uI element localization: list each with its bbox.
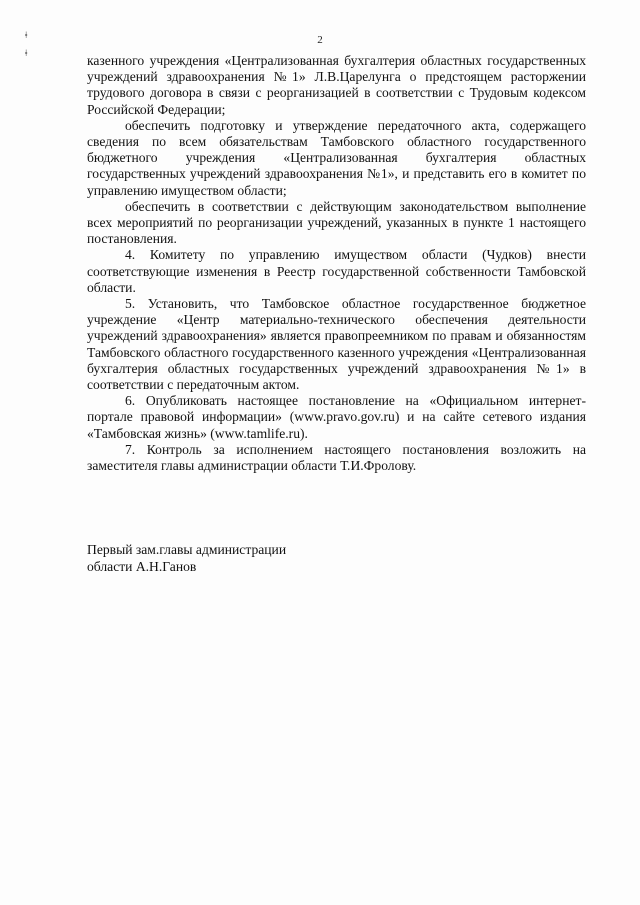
paragraph-reorganization-measures: обеспечить в соответствии с действующим законодательством выполнение всех мероприятий по реорганизации учреждений, указанных в пункте 1 настоящего постановления. (87, 198, 586, 247)
paragraph-item-5: 5. Установить, что Тамбовское областное государственное бюджетное учреждение «Центр материально-технического обеспечения деятельности учреждений здравоохранения» является правопреемником по правам и обязанностям Тамбовского областного государственного казенного учреждения «Централизованная бухгалтерия областных государственных учреждений здравоохранения №1» в соответствии с передаточным актом. (87, 296, 586, 393)
paragraph-item-7: 7. Контроль за исполнением настоящего постановления возложить на заместителя главы администрации области Т.И.Фролову. (87, 441, 586, 474)
page-number: 2 (317, 34, 323, 46)
paragraph-continuation: казенного учреждения «Централизованная бухгалтерия областных государственных учреждений здравоохранения №1» Л.В.Царелунга о предстоящем расторжении трудового договора в связи с реорганизацией в соответствии с Трудовым кодексом Российской Федерации; (87, 53, 586, 117)
paragraph-transfer-act: обеспечить подготовку и утверждение передаточного акта, содержащего сведения по всем обязательствам Тамбовского областного государственного бюджетного учреждения «Централизованная бухгалтерия областных государственных учреждений здравоохранения №1», и представить его в комитет по управлению имуществом области; (87, 117, 586, 198)
margin-mark: ǂ (25, 48, 28, 58)
signature-name: области А.Н.Ганов (87, 559, 197, 574)
signature-block (87, 541, 286, 575)
document-body (87, 53, 586, 474)
signature-title: Первый зам.главы администрации (87, 542, 287, 557)
paragraph-item-4: 4. Комитету по управлению имуществом области (Чудков) внести соответствующие изменения в Реестр государственной собственности Тамбовской области. (87, 247, 586, 295)
margin-mark: ǂ (25, 30, 28, 40)
paragraph-item-6: 6. Опубликовать настоящее постановление на «Официальном интернет-портале правовой информации» (www.pravo.gov.ru) и на сайте сетевого издания «Тамбовская жизнь» (www.tamlife.ru). (87, 393, 586, 441)
